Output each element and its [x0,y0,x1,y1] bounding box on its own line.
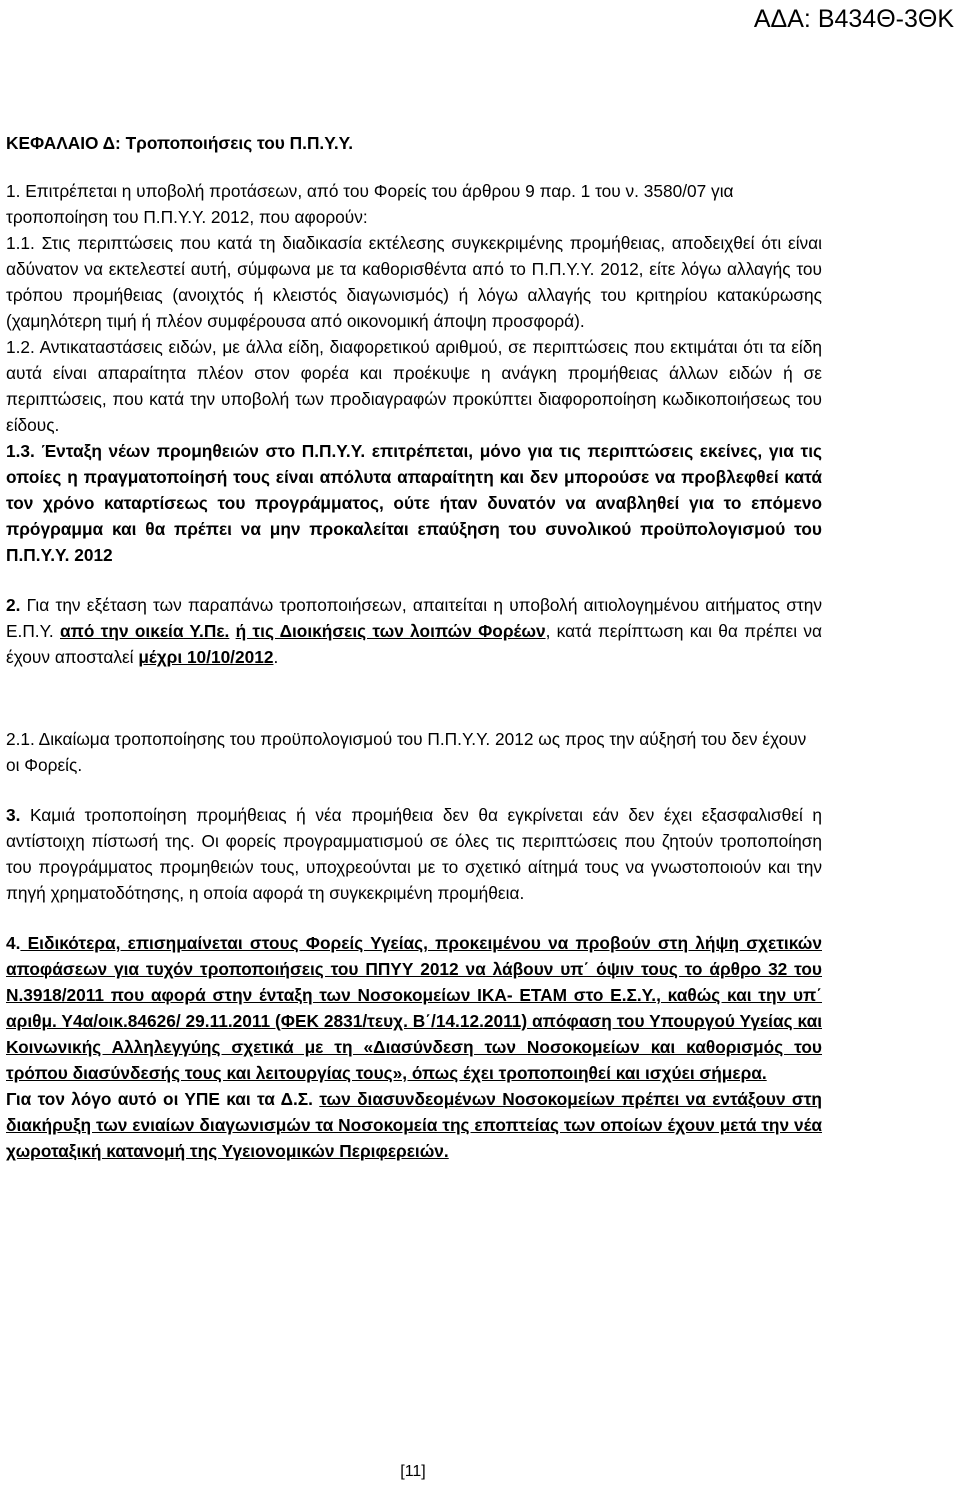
section-1-intro: 1. Επιτρέπεται η υποβολή προτάσεων, από του Φορείς του άρθρου 9 παρ. 1 του ν. 3580/07 για τροποποίηση του Π.Π.Υ.Υ. 2012, που αφορούν: [6,181,734,227]
paragraph-4-text: Ειδικότερα, επισημαίνεται στους Φορείς Υγείας, προκειμένου να προβούν στη λήψη σχετικών αποφάσεων για τυχόν τροποποιήσεις του ΠΠΥΥ 2012 να λάβουν υπ΄ όψιν τους το άρθρο 32 του Ν.3918/2011 που αφορά στην ένταξη των Νοσοκομείων ΙΚΑ- ΕΤΑΜ στο Ε.Σ.Υ., καθώς και την υπ΄ αριθμ. Υ4α/οικ.84626/ 29.11.2011 (ΦΕΚ 2831/τευχ. Β΄/14.12.2011) απόφαση του Υπουργού Υγείας και Κοινωνικής Αλληλεγγύης σχετικά με τη «Διασύνδεση των Νοσοκομείων και καθορισμός του τρόπου διασύνδεσής τους και λειτουργίας τους», όπως έχει τροποποιηθεί και ισχύει σήμερα. [6,933,822,1083]
paragraph-3-number: 3. [6,805,21,825]
paragraph-2-text-c: , κατά περίπτωση και θα πρέπει να έχουν αποσταλεί [6,621,822,667]
paragraph-2-number: 2. [6,595,21,615]
paragraph-1-1: 1.1. Στις περιπτώσεις που κατά τη διαδικασία εκτέλεσης συγκεκριμένης προμήθειας, αποδειχθεί ότι είναι αδύνατον να εκτελεστεί αυτή, σύμφωνα με τα καθορισθέντα από το Π.Π.Υ.Υ. 2012, είτε λόγω αλλαγής του τρόπου προμήθειας (ανοιχτός ή κλειστός διαγωνισμός) ή λόγω αλλαγής του κριτηρίου κατακύρωσης (χαμηλότερη τιμή ή πλέον συμφέρουσα από οικονομική άποψη προσφορά). [6,233,822,331]
ada-code: ΑΔΑ: Β434Θ-3ΘΚ [753,5,954,33]
paragraph-1-2: 1.2. Αντικαταστάσεις ειδών, με άλλα είδη, διαφορετικού αριθμού, σε περιπτώσεις που εκτιμάται ότι τα είδη αυτά είναι απαραίτητα πλέον στον φορέα και προέκυψε η ανάγκη προμήθειας άλλων ειδών ή σε περιπτώσεις, που κατά την υποβολή των προδιαγραφών προκύπτει διαφοροποίηση κωδικοποιήσεως του είδους. [6,337,822,435]
paragraph-4 [6,930,822,1086]
paragraph-2-deadline: μέχρι 10/10/2012 [138,647,274,667]
paragraph-2-text-d: . [273,647,279,667]
paragraph-2-underlined-b: ή τις Διοικήσεις των λοιπών Φορέων [235,621,546,641]
paragraph-1-3: 1.3. Ένταξη νέων προμηθειών στο Π.Π.Υ.Υ. επιτρέπεται, μόνο για τις περιπτώσεις εκείνες, για τις οποίες η πραγματοποίησή τους είναι απόλυτα απαραίτητη και δεν μπορούσε να προβλεφθεί κατά τον χρόνο καταρτίσεως του προγράμματος, ούτε ήταν δυνατόν να αναβληθεί για το επόμενο πρόγραμμα και θα πρέπει να μην προκαλείται επαύξηση του συνολικού προϋπολογισμού του Π.Π.Υ.Υ. 2012 [6,441,822,565]
paragraph-4-cont-b: των διασυνδεομένων Νοσοκομείων πρέπει να εντάξουν στη διακήρυξη των ενιαίων διαγωνισμών τα Νοσοκομεία της εποπτείας των οποίων έχουν μετά την νέα χωροταξική κατανομή της Υγειονομικών Περιφερειών. [6,1089,822,1161]
paragraph-2-text-a: Για την εξέταση των παραπάνω τροποποιήσεων, απαιτείται η υποβολή αιτιολογημένου αιτήματος στην Ε.Π.Υ. [6,595,822,641]
paragraph-4-continued [6,1086,822,1164]
paragraph-4-cont-a: Για τον λόγο αυτό οι ΥΠΕ και τα Δ.Σ. [6,1089,320,1109]
paragraph-2-underlined-a: από την οικεία Υ.Πε. [60,621,230,641]
paragraph-4-number: 4. [6,933,21,953]
paragraph-2 [6,592,822,670]
paragraph-3-text: Καμιά τροποποίηση προμήθειας ή νέα προμήθεια δεν θα εγκρίνεται εάν δεν έχει εξασφαλισθεί η αντίστοιχη πίστωσή της. Οι φορείς προγραμματισμού σε όλες τις περιπτώσεις που ζητούν τροποποίηση του προγράμματος προμηθειών τους, υποχρεούνται με το σχετικό αίτημά τους να γνωστοποιούν και την πηγή χρηματοδότησης, η οποία αφορά τη συγκεκριμένη προμήθεια. [6,805,822,903]
paragraph-3 [6,802,822,906]
document-body [6,130,822,1164]
chapter-heading: ΚΕΦΑΛΑΙΟ Δ: Τροποποιήσεις του Π.Π.Υ.Υ. [6,133,354,153]
page-number: [11] [400,1463,426,1480]
paragraph-2-1: 2.1. Δικαίωμα τροποποίησης του προϋπολογισμού του Π.Π.Υ.Υ. 2012 ως προς την αύξησή του δεν έχουν οι Φορείς. [6,729,807,775]
